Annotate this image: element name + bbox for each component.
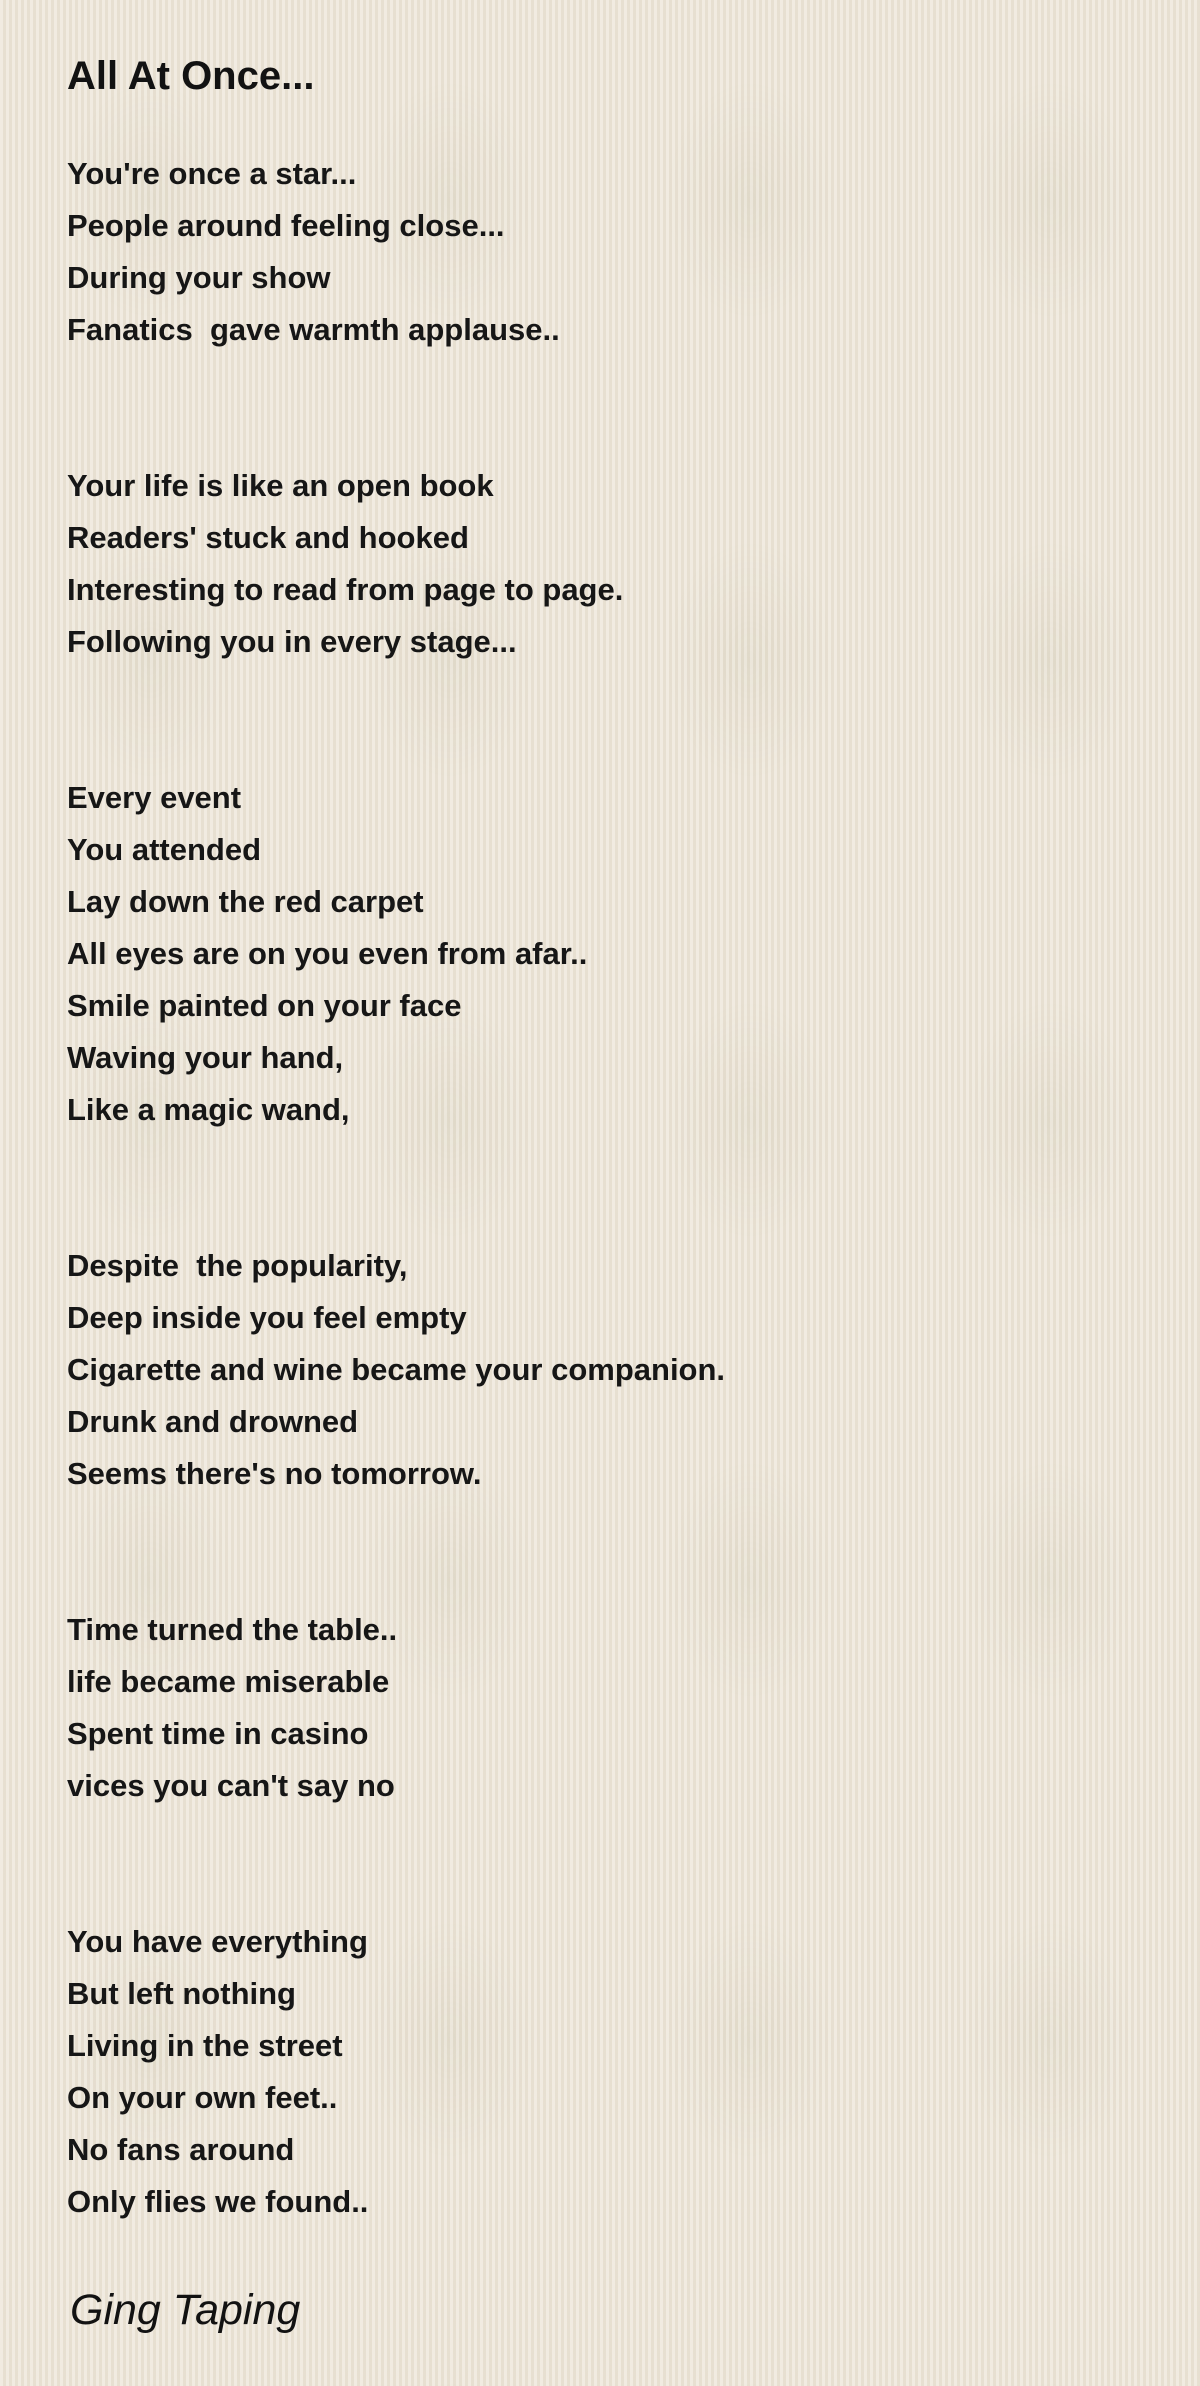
poem-line: During your show [67, 260, 331, 295]
poem-line: People around feeling close... [67, 208, 505, 243]
poem-line: Lay down the red carpet [67, 884, 424, 919]
stanza-4 [67, 1240, 1147, 1500]
stanza-6 [67, 1916, 1147, 2228]
poem-line: All eyes are on you even from afar.. [67, 936, 588, 971]
poem-line: Interesting to read from page to page. [67, 572, 624, 607]
poem-line: You attended [67, 832, 262, 867]
stanza-1 [67, 148, 1147, 356]
poem-line: You're once a star... [67, 156, 357, 191]
poem-line: You have everything [67, 1924, 368, 1959]
poem-line: Despite the popularity, [67, 1248, 408, 1283]
poem-line: Fanatics gave warmth applause.. [67, 312, 560, 347]
poem-body [67, 148, 1147, 2332]
poem-line: Only flies we found.. [67, 2184, 369, 2219]
poem-line: Deep inside you feel empty [67, 1300, 467, 1335]
poem-line: Spent time in casino [67, 1716, 369, 1751]
poem-line: Living in the street [67, 2028, 343, 2063]
poem-line: No fans around [67, 2132, 295, 2167]
poem-line: Cigarette and wine became your companion. [67, 1352, 726, 1387]
poem-author: Ging Taping [70, 2286, 301, 2334]
poem-line: Waving your hand, [67, 1040, 344, 1075]
poem-line: Seems there's no tomorrow. [67, 1456, 482, 1491]
poem-line: Time turned the table.. [67, 1612, 398, 1647]
poem-line: vices you can't say no [67, 1768, 395, 1803]
poem-line: On your own feet.. [67, 2080, 338, 2115]
poem-line: Every event [67, 780, 242, 815]
poem-line: Following you in every stage... [67, 624, 517, 659]
stanza-3 [67, 772, 1147, 1136]
poem-line: But left nothing [67, 1976, 296, 2011]
poem-line: Readers' stuck and hooked [67, 520, 469, 555]
poem-line: Your life is like an open book [67, 468, 494, 503]
stanza-2 [67, 460, 1147, 668]
poem-line: life became miserable [67, 1664, 390, 1699]
stanza-5 [67, 1604, 1147, 1812]
poem-line: Like a magic wand, [67, 1092, 350, 1127]
poem-line: Drunk and drowned [67, 1404, 359, 1439]
poem-line: Smile painted on your face [67, 988, 462, 1023]
poem-title: All At Once... [67, 54, 315, 98]
